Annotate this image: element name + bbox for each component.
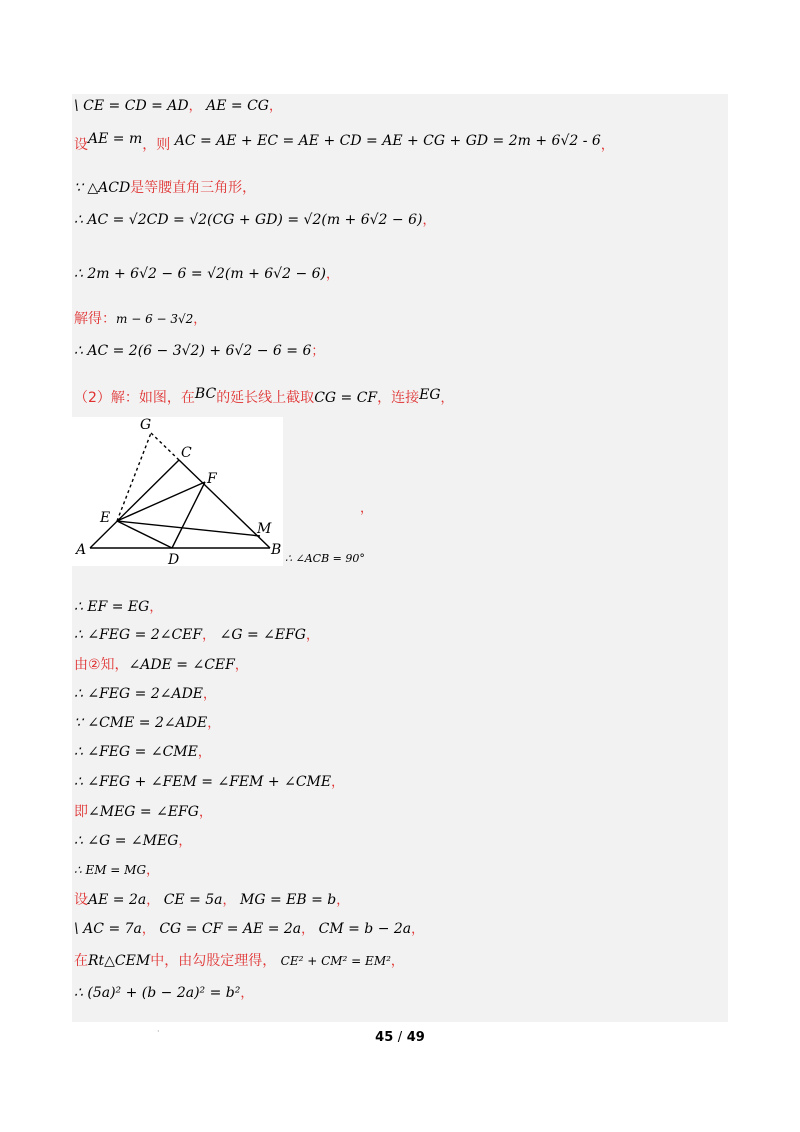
line-11: 由②知，∠ADE = ∠CEF， — [74, 657, 248, 673]
label-C: C — [181, 445, 192, 461]
segment-EF — [117, 482, 205, 521]
line-3: ∵ △ACD是等腰直角三角形， — [74, 180, 257, 196]
line-19: 设AE = 2a， CE = 5a， MG = EB = b， — [74, 892, 350, 908]
line-15: ∴ ∠FEG + ∠FEM = ∠FEM + ∠CME， — [74, 774, 345, 790]
current-page: 45 — [375, 1030, 394, 1045]
label-E: E — [100, 510, 111, 526]
segment-EM — [117, 521, 260, 536]
line-7: ∴ AC = 2(6 − 3√2) + 6√2 − 6 = 6； — [74, 343, 325, 359]
line-12: ∴ ∠FEG = 2∠ADE， — [74, 686, 217, 702]
label-D: D — [168, 552, 180, 566]
line-13: ∵ ∠CME = 2∠ADE， — [74, 715, 221, 731]
segment-FD — [172, 482, 205, 548]
line-18: ∴ EM = MG， — [74, 863, 160, 878]
line-8: （2）解：如图，在BC的延长线上截取CG = CF，连接EG， — [74, 386, 454, 406]
label-A: A — [76, 542, 87, 558]
line-17: ∴ ∠G = ∠MEG， — [74, 833, 192, 849]
line-2: 设AE = m，则 AC = AE + EC = AE + CD = AE + CG + GD = 2m + 6√2 - 6， — [74, 131, 614, 153]
line-16: 即∠MEG = ∠EFG， — [74, 804, 212, 820]
figure-note: ∴ ∠ACB = 90° — [285, 552, 365, 565]
geometry-figure — [72, 417, 283, 566]
label-M: M — [257, 521, 272, 537]
triangle-diagram — [72, 417, 283, 566]
label-F: F — [207, 471, 217, 487]
line-6: 解得：m − 6 − 3√2， — [74, 311, 207, 327]
line-14: ∴ ∠FEG = ∠CME， — [74, 744, 211, 760]
page-number — [0, 1030, 800, 1045]
total-pages: 49 — [406, 1030, 425, 1045]
footer-dot: · — [157, 1027, 160, 1036]
page-separator: / — [397, 1030, 403, 1045]
line-1: \ CE = CD = AD， AE = CG， — [74, 98, 282, 114]
segment-ED — [117, 521, 172, 548]
trailing-comma: ， — [360, 501, 374, 516]
label-G: G — [140, 417, 152, 433]
segment-GC-dashed — [151, 433, 179, 460]
line-5: ∴ 2m + 6√2 − 6 = √2(m + 6√2 − 6)， — [74, 266, 340, 282]
line-22: ∴ (5a)² + (b − 2a)² = b²， — [74, 985, 254, 1001]
line-10: ∴ ∠FEG = 2∠CEF， ∠G = ∠EFG， — [74, 627, 320, 643]
line-9: ∴ EF = EG， — [74, 599, 163, 615]
line-20: \ AC = 7a， CG = CF = AE = 2a， CM = b − 2a， — [74, 921, 425, 937]
segment-AC — [90, 460, 179, 548]
label-B: B — [271, 542, 282, 558]
line-21: 在Rt△CEM中，由勾股定理得， CE² + CM² = EM²， — [74, 953, 404, 969]
line-4: ∴ AC = √2CD = √2(CG + GD) = √2(m + 6√2 − 6)， — [74, 212, 436, 228]
